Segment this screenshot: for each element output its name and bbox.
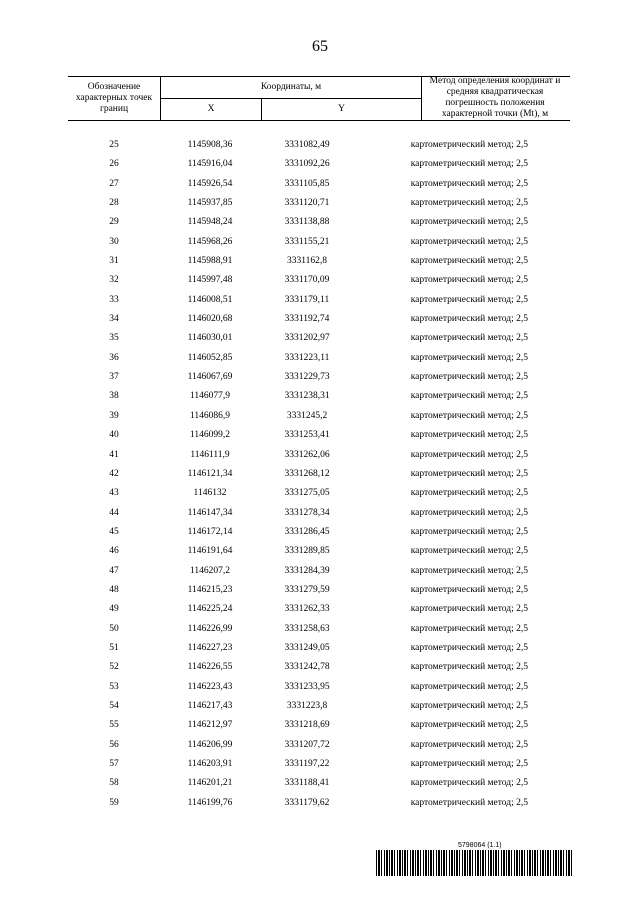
header-point-designation: Обозначение характерных точек границ [75,81,153,114]
coordinate-x: 1145948,24 [187,217,233,228]
point-number: 58 [109,778,119,789]
coordinate-x: 1146212,97 [187,720,233,731]
method-value: картометрический метод; 2,5 [410,720,528,731]
coordinate-y: 3331197,22 [284,759,330,769]
coordinate-y: 3331218,69 [284,720,330,731]
coordinate-x: 1146052,85 [187,352,233,363]
table-row [0,426,640,445]
coordinate-y: 3331162,8 [286,256,328,267]
coordinate-y: 3331289,85 [284,546,330,557]
method-value: картометрический метод; 2,5 [410,333,528,344]
table-row [0,600,640,619]
table-row [0,329,640,348]
coordinate-y: 3331249,05 [284,642,330,653]
coordinate-x: 1146008,51 [187,294,233,305]
table-row [0,155,640,174]
coordinate-y: 3331242,78 [284,662,330,673]
method-value: картометрический метод; 2,5 [410,314,528,325]
coordinate-x: 1146201,21 [187,778,233,789]
point-number: 35 [109,333,119,344]
method-value: картометрический метод; 2,5 [410,372,528,383]
coordinate-y: 3331082,49 [284,140,330,150]
point-number: 46 [109,546,119,557]
coordinate-y: 3331258,63 [284,623,330,634]
method-value: картометрический метод; 2,5 [410,256,528,267]
method-value: картометрический метод; 2,5 [410,546,528,557]
method-value: картометрический метод; 2,5 [410,778,528,789]
coordinate-x: 1146206,99 [187,739,233,750]
table-row [0,736,640,755]
coordinate-y: 3331262,06 [284,449,330,460]
coordinate-y: 3331268,12 [284,468,330,479]
coordinate-x: 1146111,9 [190,449,230,460]
table-rule-bottom [68,120,570,121]
header-coordinate-x: X [161,98,262,120]
point-number: 50 [109,623,119,634]
table-row [0,271,640,290]
table-row [0,562,640,581]
point-number: 40 [109,430,119,441]
point-number: 47 [109,565,119,576]
point-number: 48 [109,584,119,595]
method-value: картометрический метод; 2,5 [410,565,528,576]
coordinate-y: 3331120,71 [284,198,330,209]
table-row [0,465,640,484]
table-row [0,291,640,310]
header-coordinate-y: Y [338,104,345,114]
method-value: картометрический метод; 2,5 [410,739,528,750]
point-number: 32 [109,275,119,286]
table-row [0,136,640,155]
method-value: картометрический метод; 2,5 [410,526,528,537]
table-header [68,76,570,120]
table-row [0,252,640,271]
coordinate-x: 1146217,43 [187,700,233,711]
coordinate-y: 3331262,33 [284,604,330,615]
point-number: 45 [109,526,119,537]
point-number: 28 [109,198,119,209]
point-number: 33 [109,294,119,305]
coordinate-x: 1146086,9 [189,410,231,421]
point-number: 41 [109,449,119,460]
table-row [0,774,640,793]
coordinate-x: 1146226,55 [187,662,233,673]
coordinate-y: 3331223,8 [286,700,328,711]
coordinate-y: 3331202,97 [284,333,330,344]
table-row [0,794,640,813]
table-row [0,407,640,426]
table-row [0,678,640,697]
method-value: картометрический метод; 2,5 [410,294,528,305]
point-number: 30 [109,236,119,247]
table-row [0,697,640,716]
point-number: 57 [109,759,119,769]
point-number: 36 [109,352,119,363]
point-number: 39 [109,410,119,421]
method-value: картометрический метод; 2,5 [410,488,528,499]
table-row [0,349,640,368]
method-value: картометрический метод; 2,5 [410,430,528,441]
coordinate-x: 1145997,48 [187,275,233,286]
method-value: картометрический метод; 2,5 [410,468,528,479]
point-number: 37 [109,372,119,383]
method-value: картометрический метод; 2,5 [410,797,528,808]
table-row [0,639,640,658]
point-number: 49 [109,604,119,615]
method-value: картометрический метод; 2,5 [410,391,528,402]
coordinate-x: 1146215,23 [187,584,233,595]
table-body [0,136,640,813]
table-row [0,194,640,213]
coordinate-x: 1146020,68 [187,314,233,325]
point-number: 52 [109,662,119,673]
point-number: 29 [109,217,119,228]
header-coordinates [160,76,422,120]
point-number: 56 [109,739,119,750]
table-row [0,387,640,406]
coordinate-x: 1146147,34 [187,507,233,518]
coordinate-y: 3331188,41 [284,778,330,789]
method-value: картометрический метод; 2,5 [410,759,528,769]
header-coordinates-title: Координаты, м [161,76,421,99]
table-row [0,175,640,194]
coordinate-x: 1146067,69 [187,372,233,383]
point-number: 42 [109,468,119,479]
coordinate-x: 1146132 [193,488,227,499]
coordinate-y: 3331207,72 [284,739,330,750]
coordinate-x: 1146172,14 [187,526,233,537]
table-row [0,368,640,387]
coordinate-x: 1145908,36 [187,140,233,150]
coordinate-x: 1146225,24 [187,604,233,615]
point-number: 44 [109,507,119,518]
coordinate-y: 3331179,62 [284,797,330,808]
coordinate-x: 1146227,23 [187,642,233,653]
table-row [0,658,640,677]
table-row [0,620,640,639]
coordinate-x: 1146223,43 [187,681,233,692]
coordinate-x: 1146099,2 [189,430,231,441]
method-value: картометрический метод; 2,5 [410,178,528,189]
coordinate-y: 3331238,31 [284,391,330,402]
coordinate-y: 3331179,11 [284,294,330,305]
coordinate-x: 1146121,34 [187,468,233,479]
coordinate-x: 1146077,9 [189,391,231,402]
method-value: картометрический метод; 2,5 [410,681,528,692]
method-value: картометрический метод; 2,5 [410,507,528,518]
document-id: 5798064 (1.1) [458,842,502,849]
coordinate-x: 1145988,91 [187,256,233,267]
method-value: картометрический метод; 2,5 [410,449,528,460]
point-number: 51 [109,642,119,653]
method-value: картометрический метод; 2,5 [410,584,528,595]
point-number: 38 [109,391,119,402]
coordinate-x: 1145926,54 [187,178,233,189]
table-row [0,716,640,735]
method-value: картометрический метод; 2,5 [410,198,528,209]
table-row [0,446,640,465]
point-number: 26 [109,159,119,170]
header-method: Метод определения координат и средняя квадратическая погрешность положения характерной точки (Mt), м [429,76,561,119]
point-number: 59 [109,797,119,808]
method-value: картометрический метод; 2,5 [410,352,528,363]
table-row [0,542,640,561]
point-number: 55 [109,720,119,731]
method-value: картометрический метод; 2,5 [410,700,528,711]
method-value: картометрический метод; 2,5 [410,236,528,247]
table-row [0,581,640,600]
coordinate-y: 3331092,26 [284,159,330,170]
point-number: 34 [109,314,119,325]
coordinate-x: 1146207,2 [189,565,231,576]
table-row [0,523,640,542]
method-value: картометрический метод; 2,5 [410,217,528,228]
point-number: 53 [109,681,119,692]
coordinate-y: 3331105,85 [284,178,330,189]
coordinate-x: 1146203,91 [187,759,233,769]
point-number: 43 [109,488,119,499]
coordinate-x: 1146226,99 [187,623,233,634]
table-row [0,484,640,503]
method-value: картометрический метод; 2,5 [410,140,528,150]
table-row [0,504,640,523]
coordinate-y: 3331275,05 [284,488,330,499]
method-value: картометрический метод; 2,5 [410,623,528,634]
coordinate-y: 3331229,73 [284,372,330,383]
table-row [0,310,640,329]
coordinate-y: 3331284,39 [284,565,330,576]
method-value: картометрический метод; 2,5 [410,604,528,615]
table-row [0,233,640,252]
coordinate-y: 3331138,88 [284,217,330,228]
method-value: картометрический метод; 2,5 [410,159,528,170]
point-number: 25 [109,140,119,150]
coordinate-y: 3331286,45 [284,526,330,537]
method-value: картометрический метод; 2,5 [410,662,528,673]
coordinate-x: 1145916,04 [187,159,233,170]
coordinate-y: 3331278,34 [284,507,330,518]
method-value: картометрический метод; 2,5 [410,275,528,286]
coordinate-x: 1146199,76 [187,797,233,808]
coordinate-y: 3331192,74 [284,314,330,325]
table-row [0,213,640,232]
coordinate-x: 1145937,85 [187,198,233,209]
coordinate-y: 3331155,21 [284,236,330,247]
page-number: 65 [312,38,328,55]
point-number: 31 [109,256,119,267]
coordinate-y: 3331253,41 [284,430,330,441]
coordinate-x: 1146191,64 [187,546,233,557]
coordinate-y: 3331245,2 [286,410,328,421]
table-row [0,755,640,774]
coordinate-y: 3331279,59 [284,584,330,595]
coordinate-y: 3331170,09 [284,275,330,286]
method-value: картометрический метод; 2,5 [410,410,528,421]
coordinate-y: 3331223,11 [284,352,330,363]
barcode-icon [376,850,572,876]
coordinate-x: 1146030,01 [187,333,233,344]
point-number: 54 [109,700,119,711]
coordinate-x: 1145968,26 [187,236,233,247]
method-value: картометрический метод; 2,5 [410,642,528,653]
coordinate-y: 3331233,95 [284,681,330,692]
point-number: 27 [109,178,119,189]
